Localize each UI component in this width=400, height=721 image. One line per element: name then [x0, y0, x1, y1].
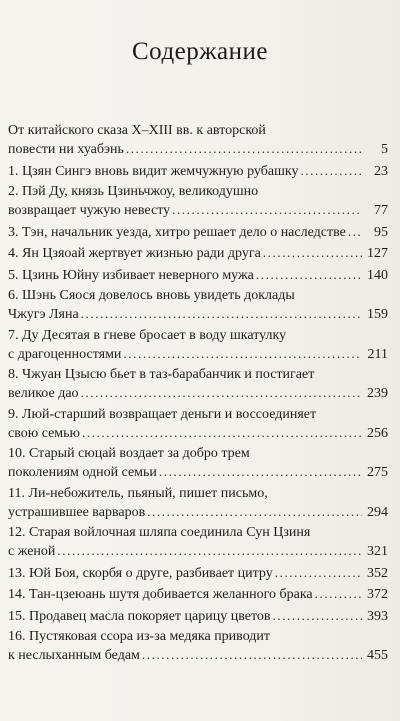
toc-entry: [8, 266, 388, 285]
toc-entry-last-line: [8, 345, 388, 364]
toc-entry-last-line: [8, 607, 388, 626]
toc-page-number: 352: [367, 565, 388, 581]
toc-entry-last-line: [8, 305, 388, 324]
toc-entry-title-line: поколениям одной семьи: [8, 465, 157, 480]
toc-entry-last-line: [8, 162, 388, 181]
toc-page-number: 140: [367, 267, 388, 283]
toc-page-number: 23: [374, 163, 388, 179]
dot-leader: [123, 345, 362, 363]
toc-entry-title-line: устрашившее варваров: [8, 504, 146, 520]
toc-entry-title-line: к неслыханным бедам: [8, 648, 140, 663]
toc-entry: [8, 366, 388, 403]
toc-entry: [8, 564, 388, 583]
toc-entry-last-line: [8, 201, 388, 220]
toc-entry-title-line: От китайского сказа X–XIII вв. к авторской: [8, 123, 266, 138]
toc-page-number: 455: [367, 648, 388, 663]
toc-page-number: 294: [367, 504, 388, 520]
toc-entry-title-line: 1. Цзян Сингэ вновь видит жемчужную рубашку: [8, 163, 299, 179]
dot-leader: [348, 223, 362, 241]
toc-page-number: 239: [367, 386, 388, 401]
toc-entry-title-line: 6. Шэнь Сяося довелось вновь увидеть доклады: [8, 288, 295, 303]
toc-entry-title-line: 13. Юй Боя, скорбя о друге, разбивает цитру: [8, 565, 273, 581]
toc-page-number: 275: [367, 465, 388, 480]
dot-leader: [256, 266, 362, 284]
toc-entry: [8, 162, 388, 181]
toc-entry-title-line: 7. Ду Десятая в гневе бросает в воду шкатулку: [8, 327, 287, 343]
toc-entry-last-line: [8, 564, 388, 583]
toc-entry-title-line: 5. Цзинь Юйну избивает неверного мужа: [8, 267, 254, 283]
toc-entry-last-line: [8, 463, 388, 482]
toc-page-number: 256: [367, 425, 388, 441]
toc-entry-title-line: повести ни хуабэнь: [8, 142, 124, 157]
toc-entry-title-line: свою семью: [8, 425, 80, 441]
dot-leader: [126, 140, 362, 158]
toc-entry-title-line: с драгоценностями: [8, 346, 122, 362]
toc-entry-last-line: [8, 646, 388, 665]
dot-leader: [159, 463, 362, 481]
toc-entry-last-line: [8, 585, 388, 604]
toc-entry-last-line: [8, 140, 388, 159]
toc-entry-title-line: 15. Продавец масла покоряет царицу цветов: [8, 608, 271, 624]
toc-page-number: 127: [367, 246, 388, 261]
dot-leader: [81, 305, 362, 323]
toc-entry: [8, 122, 388, 159]
toc-entry-last-line: [8, 244, 388, 263]
toc-entry: [8, 287, 388, 324]
toc-entry: [8, 607, 388, 626]
toc-entry: [8, 244, 388, 263]
toc-entry-title-line: великое дао: [8, 386, 79, 401]
dot-leader: [82, 424, 362, 442]
toc-entry-title-line: 11. Ли-небожитель, пьяный, пишет письмо,: [8, 485, 268, 501]
toc-entry-title-line: 9. Люй-старший возвращает деньги и воссоединяет: [8, 406, 317, 422]
toc-entry-title-line: 3. Тэн, начальник уезда, хитро решает дело о наследстве: [8, 224, 346, 240]
dot-leader: [273, 607, 363, 625]
toc-page-number: 95: [374, 224, 388, 240]
toc-entry: [8, 406, 388, 443]
toc-entry-last-line: [8, 542, 388, 561]
toc-entry-last-line: [8, 503, 388, 522]
dot-leader: [147, 503, 362, 521]
toc-entry: [8, 327, 388, 364]
toc-entry-title-line: 8. Чжуан Цзысю бьет в таз-барабанчик и постигает: [8, 367, 315, 382]
toc-entry: [8, 183, 388, 220]
toc-entry-last-line: [8, 384, 388, 403]
toc-entry: [8, 524, 388, 561]
toc-page-number: 393: [367, 608, 388, 624]
toc-entry: [8, 445, 388, 482]
toc-entry-title-line: Чжугэ Ляна: [8, 307, 79, 322]
toc-entry-title-line: 14. Тан-цзеюань шутя добивается желанного брака: [8, 587, 313, 602]
toc-page-number: 321: [367, 544, 388, 559]
dot-leader: [172, 201, 362, 219]
page-title: Содержание: [132, 38, 268, 65]
toc-page-number: 372: [367, 587, 388, 602]
dot-leader: [315, 585, 362, 603]
toc-entry-title-line: с женой: [8, 544, 56, 559]
dot-leader: [57, 542, 362, 560]
dot-leader: [142, 646, 362, 664]
dot-leader: [300, 162, 362, 180]
toc-entry-last-line: [8, 266, 388, 285]
toc-entry-title-line: 12. Старая войлочная шляпа соединила Сун Цзиня: [8, 525, 311, 540]
toc-entry-title-line: 10. Старый сюцай воздает за добро трем: [8, 446, 250, 461]
dot-leader: [275, 564, 362, 582]
toc-entry: [8, 628, 388, 665]
toc-entry-last-line: [8, 223, 388, 242]
toc-entry-last-line: [8, 424, 388, 443]
dot-leader: [263, 244, 362, 262]
toc-entry-title-line: 2. Пэй Ду, князь Цзиньчжоу, великодушно: [8, 184, 259, 199]
toc-entry: [8, 223, 388, 242]
dot-leader: [81, 384, 362, 402]
toc-page-number: 5: [381, 142, 388, 157]
toc-entry: [8, 485, 388, 522]
table-of-contents: [8, 122, 388, 668]
toc-page-number: 159: [367, 307, 388, 322]
toc-entry: [8, 585, 388, 604]
toc-page-number: 211: [367, 346, 388, 362]
toc-entry-title-line: 16. Пустяковая ссора из-за медяка приводит: [8, 629, 271, 644]
toc-entry-title-line: возвращает чужую невесту: [8, 203, 171, 218]
toc-page-number: 77: [374, 203, 388, 218]
toc-entry-title-line: 4. Ян Цзяоай жертвует жизнью ради друга: [8, 246, 261, 261]
